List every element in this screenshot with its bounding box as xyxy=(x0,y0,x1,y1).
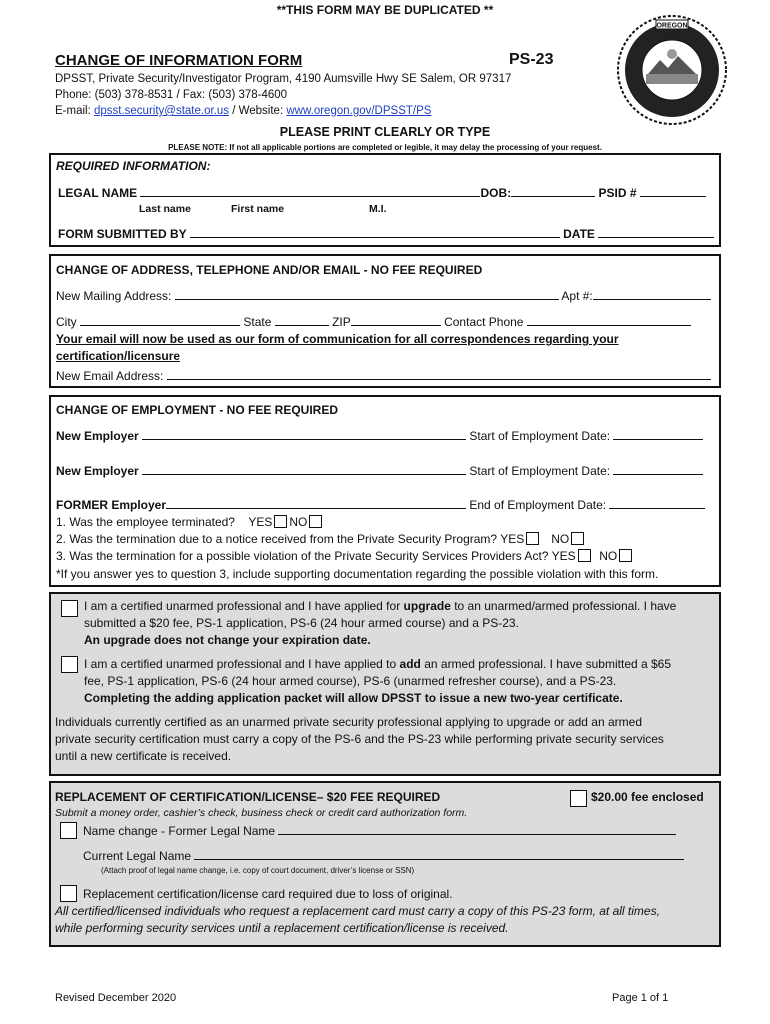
q1-yes-checkbox[interactable] xyxy=(274,515,287,528)
opt2-text-a: I am a certified unarmed professional and I have applied to xyxy=(84,657,400,671)
opt1-line2: submitted a $20 fee, PS-1 application, PS-6 (24 hour armed course) and a PS-23. xyxy=(84,616,519,630)
q1-no-label: NO xyxy=(289,515,308,529)
city-label: City xyxy=(56,315,77,329)
new-employer-label-2: New Employer xyxy=(56,464,139,478)
q3-no-label: NO xyxy=(599,549,618,563)
zip-label: ZIP xyxy=(332,315,351,329)
required-section xyxy=(49,153,721,247)
psid-field[interactable] xyxy=(640,185,706,197)
new-employer-field-1[interactable] xyxy=(142,428,466,440)
attach-note: (Attach proof of legal name change, i.e. copy of court document, driver’s license or SSN) xyxy=(101,866,415,875)
opt1-bold: upgrade xyxy=(403,599,451,613)
upgrade-para-line2: private security certification must carry a copy of the PS-6 and the PS-23 while performing private security services xyxy=(55,732,664,746)
email-notice-line2: certification/licensure xyxy=(56,349,181,363)
current-legal-name-field[interactable] xyxy=(194,848,684,860)
q1-yes-label: YES xyxy=(248,515,273,529)
opt2-line2: fee, PS-1 application, PS-6 (24 hour armed course), PS-6 (unarmed refresher course), and a PS-23. xyxy=(84,674,617,688)
new-employer-label: New Employer xyxy=(56,429,139,443)
upgrade-checkbox[interactable] xyxy=(61,600,78,617)
contact-phone-label: Contact Phone xyxy=(444,315,524,329)
former-employer-field[interactable] xyxy=(166,497,466,509)
opt1-line3: An upgrade does not change your expiration date. xyxy=(84,633,371,647)
last-name-caption: Last name xyxy=(139,203,191,215)
q3-yes-label: YES xyxy=(551,549,576,563)
contact-phone-field[interactable] xyxy=(527,314,691,326)
add-armed-checkbox[interactable] xyxy=(61,656,78,673)
submit-note: Submit a money order, cashier’s check, business check or credit card authorization form. xyxy=(55,807,468,819)
state-label: State xyxy=(243,315,272,329)
opt1-text-a: I am a certified unarmed professional and I have applied for xyxy=(84,599,404,613)
dob-label: DOB: xyxy=(480,186,512,200)
new-email-field[interactable] xyxy=(167,368,711,380)
q2-yes-label: YES xyxy=(500,532,525,546)
submitted-by-label: FORM SUBMITTED BY xyxy=(58,227,187,241)
former-legal-name-field[interactable] xyxy=(278,823,676,835)
q3-text: 3. Was the termination for a possible violation of the Private Security Services Providers Act? xyxy=(56,549,549,563)
duplicate-notice: **THIS FORM MAY BE DUPLICATED ** xyxy=(276,3,494,17)
apt-label: Apt #: xyxy=(561,289,593,303)
upgrade-para-line1: Individuals currently certified as an unarmed private security professional applying to upgrade or add an armed xyxy=(55,715,642,729)
replacement-card-checkbox[interactable] xyxy=(60,885,77,902)
opt2-line3: Completing the adding application packet will allow DPSST to issue a new two-year certificate. xyxy=(84,691,623,705)
dpsst-seal-icon xyxy=(616,14,728,126)
phone-line: Phone: (503) 378-8531 / Fax: (503) 378-4600 xyxy=(55,89,288,101)
website-prefix: / Website: xyxy=(229,105,287,117)
submitted-by-field[interactable] xyxy=(190,226,560,238)
replacement-heading: REPLACEMENT OF CERTIFICATION/LICENSE– $20 FEE REQUIRED xyxy=(55,790,441,804)
date-field[interactable] xyxy=(598,226,714,238)
q2-yes-checkbox[interactable] xyxy=(526,532,539,545)
mailing-label: New Mailing Address: xyxy=(56,289,172,303)
replacement-section xyxy=(49,781,721,947)
seal-oregon-label: OREGON xyxy=(656,22,688,30)
address-heading: CHANGE OF ADDRESS, TELEPHONE AND/OR EMAIL - NO FEE REQUIRED xyxy=(56,263,483,277)
contact-line xyxy=(55,105,431,117)
fee-enclosed-checkbox[interactable] xyxy=(570,790,587,807)
city-field[interactable] xyxy=(80,314,240,326)
legal-name-field[interactable] xyxy=(140,185,480,197)
please-note: PLEASE NOTE: If not all applicable portions are completed or legible, it may delay the processing of your request. xyxy=(168,143,602,152)
start-date-field-1[interactable] xyxy=(613,428,703,440)
state-field[interactable] xyxy=(275,314,329,326)
q3-yes-checkbox[interactable] xyxy=(578,549,591,562)
upgrade-para-line3: until a new certificate is received. xyxy=(55,749,232,763)
q3-note: *If you answer yes to question 3, include supporting documentation regarding the possible violation with this form. xyxy=(56,567,659,581)
form-code: PS-23 xyxy=(509,51,554,68)
employment-heading: CHANGE OF EMPLOYMENT - NO FEE REQUIRED xyxy=(56,403,339,417)
q3-no-checkbox[interactable] xyxy=(619,549,632,562)
carry-note-line1: All certified/licensed individuals who request a replacement card must carry a copy of this PS-23 form, at all times, xyxy=(55,904,660,918)
start-date-label-2: Start of Employment Date: xyxy=(469,464,611,478)
page-number: Page 1 of 1 xyxy=(612,992,669,1004)
apt-field[interactable] xyxy=(593,288,711,300)
new-employer-field-2[interactable] xyxy=(142,463,466,475)
employment-section xyxy=(49,395,721,587)
opt2-text-b: an armed professional. I have submitted a $65 xyxy=(420,657,672,671)
first-name-caption: First name xyxy=(231,203,285,215)
address-section xyxy=(49,254,721,388)
carry-note-line2: while performing security services until a replacement certification/license is received. xyxy=(55,921,509,935)
form-title: CHANGE OF INFORMATION FORM xyxy=(55,52,303,69)
current-name-label: Current Legal Name xyxy=(83,849,192,863)
date-label: DATE xyxy=(563,227,595,241)
email-link[interactable]: dpsst.security@state.or.us xyxy=(93,105,230,117)
print-instruction: PLEASE PRINT CLEARLY OR TYPE xyxy=(279,125,491,139)
q2-text: 2. Was the termination due to a notice received from the Private Security Program? xyxy=(56,532,498,546)
end-date-field[interactable] xyxy=(609,497,705,509)
opt1-text-b: to an unarmed/armed professional. I have xyxy=(450,599,677,613)
email-notice-line1: Your email will now be used as our form of communication for all correspondences regarding your xyxy=(56,332,619,346)
website-link[interactable]: www.oregon.gov/DPSST/PS xyxy=(286,105,432,117)
start-date-label-1: Start of Employment Date: xyxy=(469,429,611,443)
name-change-checkbox[interactable] xyxy=(60,822,77,839)
name-change-label: Name change - Former Legal Name xyxy=(83,824,276,838)
revised-date: Revised December 2020 xyxy=(55,992,177,1004)
start-date-field-2[interactable] xyxy=(613,463,703,475)
psid-label: PSID # xyxy=(598,186,637,200)
new-email-label: New Email Address: xyxy=(56,369,164,383)
opt2-bold: add xyxy=(399,657,421,671)
end-date-label: End of Employment Date: xyxy=(469,498,607,512)
required-heading: REQUIRED INFORMATION: xyxy=(56,159,211,173)
address-line: DPSST, Private Security/Investigator Program, 4190 Aumsville Hwy SE Salem, OR 97317 xyxy=(55,73,512,85)
zip-field[interactable] xyxy=(351,314,441,326)
dob-field[interactable] xyxy=(511,185,595,197)
upgrade-section xyxy=(49,592,721,776)
q2-no-checkbox[interactable] xyxy=(571,532,584,545)
former-employer-label: FORMER Employer xyxy=(56,498,167,512)
replacement-card-label: Replacement certification/license card required due to loss of original. xyxy=(83,887,453,901)
q1-text: 1. Was the employee terminated? xyxy=(56,515,235,529)
email-prefix: E-mail: xyxy=(55,105,94,117)
legal-name-label: LEGAL NAME xyxy=(58,186,138,200)
fee-enclosed-label: $20.00 fee enclosed xyxy=(591,790,704,804)
mailing-field[interactable] xyxy=(175,288,559,300)
q2-no-label: NO xyxy=(551,532,570,546)
mi-caption: M.I. xyxy=(369,203,387,215)
q1-no-checkbox[interactable] xyxy=(309,515,322,528)
